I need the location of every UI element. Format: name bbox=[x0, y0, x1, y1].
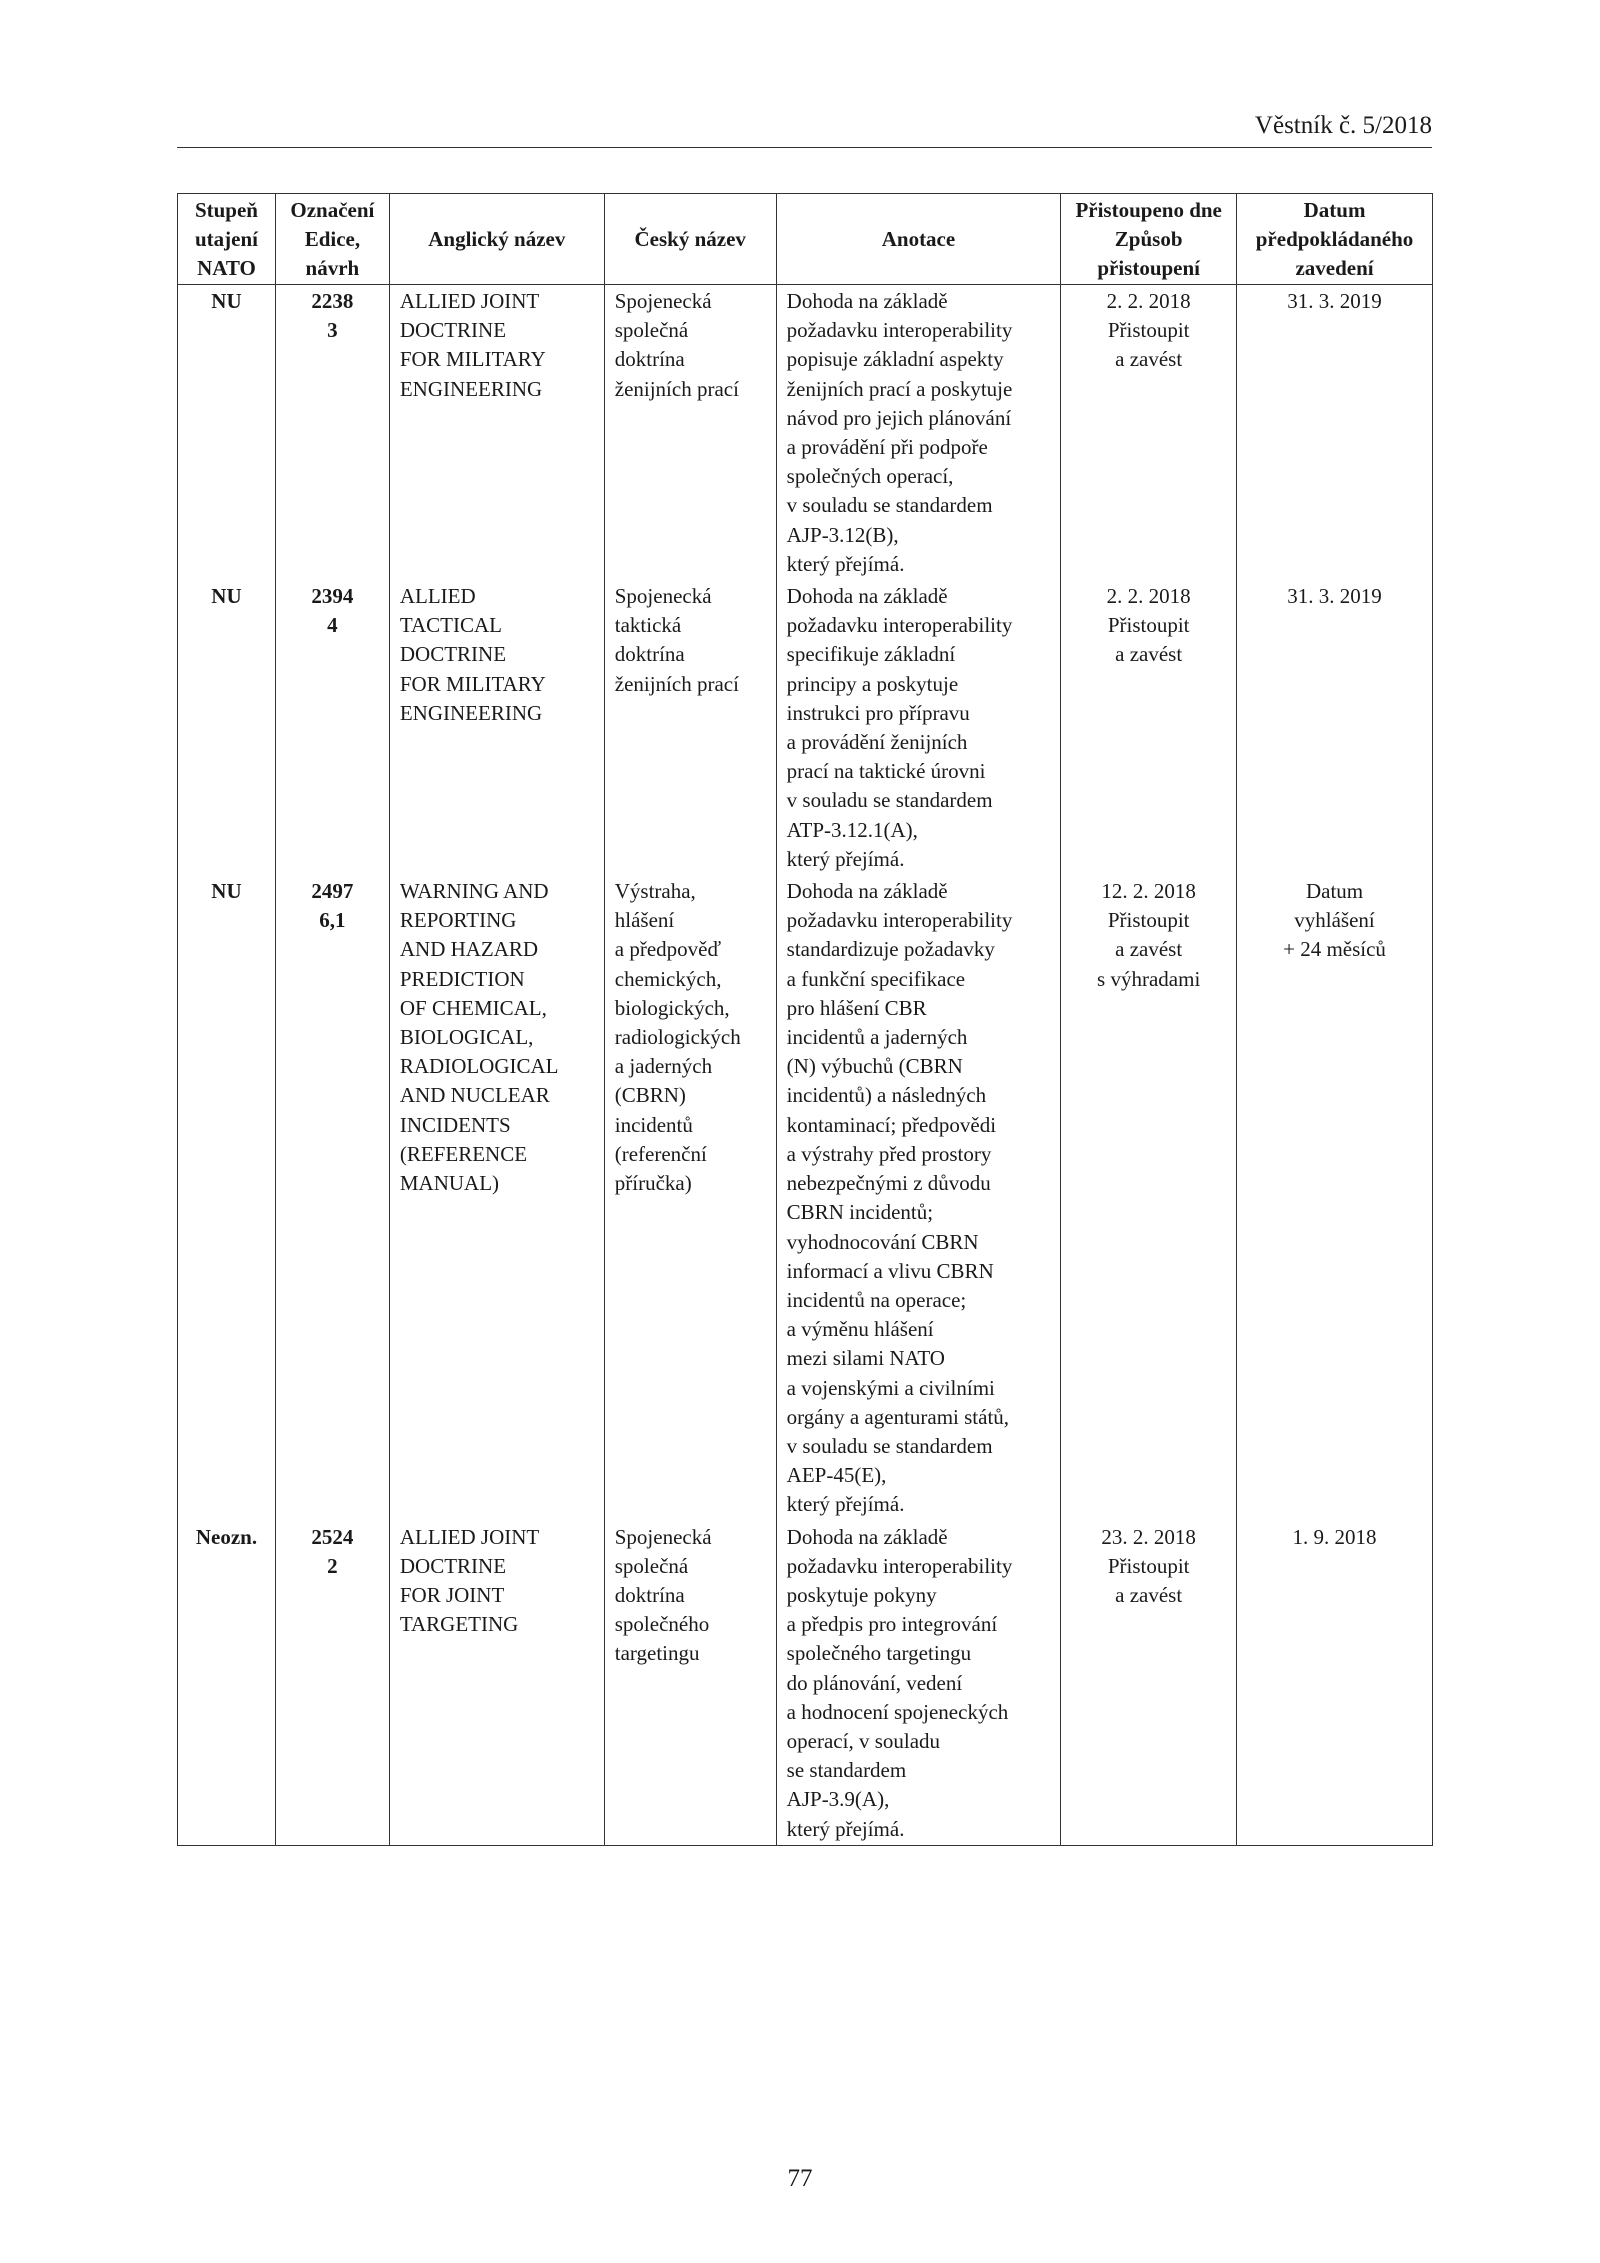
cell-accession: 2. 2. 2018 Přistoupit a zavést bbox=[1061, 285, 1237, 581]
cell-accession: 23. 2. 2018 Přistoupit a zavést bbox=[1061, 1521, 1237, 1846]
cell-implementation-date: Datum vyhlášení + 24 měsíců bbox=[1237, 875, 1433, 1520]
cell-accession: 12. 2. 2018 Přistoupit a zavést s výhradami bbox=[1061, 875, 1237, 1520]
standards-table bbox=[177, 193, 1433, 1846]
table-row bbox=[178, 285, 1433, 581]
cell-implementation-date: 31. 3. 2019 bbox=[1237, 285, 1433, 581]
cell-czech-title: Výstraha, hlášení a předpověď chemických, biologických, radiologických a jaderných (CBRN) incidentů (referenční příručka) bbox=[604, 875, 776, 1520]
table-row bbox=[178, 1521, 1433, 1846]
journal-issue: Věstník č. 5/2018 bbox=[1254, 112, 1432, 139]
cell-annotation: Dohoda na základě požadavku interoperability poskytuje pokyny a předpis pro integrování společného targetingu do plánování, vedení a hodnocení spojeneckých operací, v souladu se standardem AJP-3.9(A), který přejímá. bbox=[776, 1521, 1061, 1846]
col-header-designation: Označení Edice, návrh bbox=[275, 194, 389, 285]
cell-classification: NU bbox=[178, 875, 276, 1520]
cell-english-title: ALLIED TACTICAL DOCTRINE FOR MILITARY ENGINEERING bbox=[389, 580, 604, 875]
cell-annotation: Dohoda na základě požadavku interoperability specifikuje základní principy a poskytuje instrukci pro přípravu a provádění ženijních prací na taktické úrovni v souladu se standardem ATP-3.12.1(A), který přejímá. bbox=[776, 580, 1061, 875]
cell-english-title: ALLIED JOINT DOCTRINE FOR JOINT TARGETING bbox=[389, 1521, 604, 1846]
page-number: 77 bbox=[787, 2165, 813, 2192]
cell-implementation-date: 31. 3. 2019 bbox=[1237, 580, 1433, 875]
table-row bbox=[178, 580, 1433, 875]
col-header-implementation-date: Datum předpokládaného zavedení bbox=[1237, 194, 1433, 285]
col-header-classification: Stupeň utajení NATO bbox=[178, 194, 276, 285]
table-header-row bbox=[178, 194, 1433, 285]
cell-english-title: ALLIED JOINT DOCTRINE FOR MILITARY ENGINEERING bbox=[389, 285, 604, 581]
page-header bbox=[177, 112, 1432, 148]
cell-czech-title: Spojenecká taktická doktrína ženijních prací bbox=[604, 580, 776, 875]
cell-designation: 2497 6,1 bbox=[275, 875, 389, 1520]
cell-annotation: Dohoda na základě požadavku interoperability popisuje základní aspekty ženijních prací a poskytuje návod pro jejich plánování a provádění při podpoře společných operací, v souladu se standardem AJP-3.12(B), který přejímá. bbox=[776, 285, 1061, 581]
cell-classification: Neozn. bbox=[178, 1521, 276, 1846]
cell-czech-title: Spojenecká společná doktrína ženijních prací bbox=[604, 285, 776, 581]
col-header-accession: Přistoupeno dne Způsob přistoupení bbox=[1061, 194, 1237, 285]
col-header-english-title: Anglický název bbox=[389, 194, 604, 285]
cell-accession: 2. 2. 2018 Přistoupit a zavést bbox=[1061, 580, 1237, 875]
cell-classification: NU bbox=[178, 580, 276, 875]
cell-english-title: WARNING AND REPORTING AND HAZARD PREDICTION OF CHEMICAL, BIOLOGICAL, RADIOLOGICAL AND NUCLEAR INCIDENTS (REFERENCE MANUAL) bbox=[389, 875, 604, 1520]
col-header-annotation: Anotace bbox=[776, 194, 1061, 285]
cell-implementation-date: 1. 9. 2018 bbox=[1237, 1521, 1433, 1846]
cell-annotation: Dohoda na základě požadavku interoperability standardizuje požadavky a funkční specifikace pro hlášení CBR incidentů a jaderných (N) výbuchů (CBRN incidentů) a následných kontaminací; předpovědi a výstrahy před prostory nebezpečnými z důvodu CBRN incidentů; vyhodnocování CBRN informací a vlivu CBRN incidentů na operace; a výměnu hlášení mezi silami NATO a vojenskými a civilními orgány a agenturami států, v souladu se standardem AEP-45(E), který přejímá. bbox=[776, 875, 1061, 1520]
table-row bbox=[178, 875, 1433, 1520]
cell-designation: 2394 4 bbox=[275, 580, 389, 875]
col-header-czech-title: Český název bbox=[604, 194, 776, 285]
cell-designation: 2238 3 bbox=[275, 285, 389, 581]
cell-classification: NU bbox=[178, 285, 276, 581]
cell-designation: 2524 2 bbox=[275, 1521, 389, 1846]
cell-czech-title: Spojenecká společná doktrína společného targetingu bbox=[604, 1521, 776, 1846]
